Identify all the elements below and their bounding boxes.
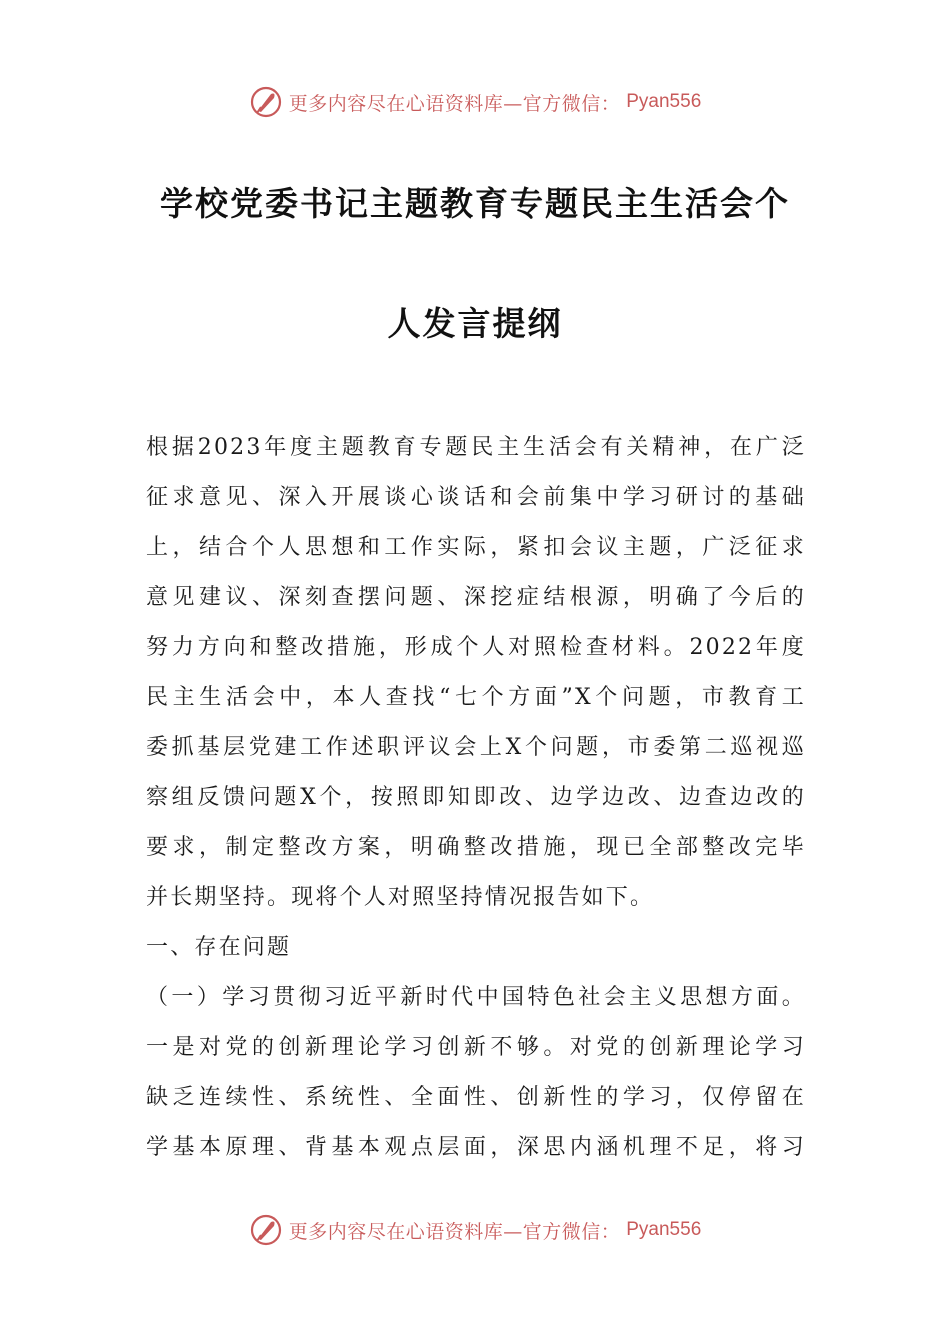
document-body — [146, 428, 806, 1178]
quill-logo-icon — [249, 1213, 283, 1247]
quill-logo-icon — [249, 85, 283, 119]
body-line: 征求意见、深入开展谈心谈话和会前集中学习研讨的基础 — [146, 485, 806, 510]
body-line: 察组反馈问题X个，按照即知即改、边学边改、边查边改的 — [146, 785, 806, 810]
watermark-text: 更多内容尽在心语资料库—官方微信： — [288, 1220, 621, 1243]
body-line: 要求，制定整改方案，明确整改措施，现已全部整改完毕 — [146, 835, 806, 860]
document-title-line-1: 学校党委书记主题教育专题民主生活会个 — [160, 184, 790, 223]
section-heading: 一、存在问题 — [146, 935, 292, 960]
body-line: 上，结合个人思想和工作实际，紧扣会议主题，广泛征求 — [146, 535, 806, 560]
body-line: 委抓基层党建工作述职评议会上X个问题，市委第二巡视巡 — [146, 735, 806, 760]
body-line: 学基本原理、背基本观点层面，深思内涵机理不足，将习 — [146, 1135, 806, 1160]
watermark-header — [0, 80, 950, 124]
body-line: 缺乏连续性、系统性、全面性、创新性的学习，仅停留在 — [146, 1085, 806, 1110]
body-line: 意见建议、深刻查摆问题、深挖症结根源，明确了今后的 — [146, 585, 806, 610]
body-line: 根据2023年度主题教育专题民主生活会有关精神，在广泛 — [146, 435, 806, 460]
document-title-line-2: 人发言提纲 — [387, 304, 563, 343]
watermark-handle: Pyan556 — [626, 91, 702, 112]
watermark-footer — [0, 1208, 950, 1252]
body-line: 一是对党的创新理论学习创新不够。对党的创新理论学习 — [146, 1035, 806, 1060]
watermark-handle: Pyan556 — [626, 1219, 702, 1240]
body-line: 并长期坚持。现将个人对照坚持情况报告如下。 — [146, 885, 655, 910]
body-line: 努力方向和整改措施，形成个人对照检查材料。2022年度 — [146, 635, 806, 660]
watermark-text: 更多内容尽在心语资料库—官方微信： — [288, 92, 621, 115]
subsection-heading: （一）学习贯彻习近平新时代中国特色社会主义思想方面。 — [146, 985, 806, 1010]
body-line: 民主生活会中，本人查找“七个方面”X个问题，市教育工 — [146, 685, 806, 710]
